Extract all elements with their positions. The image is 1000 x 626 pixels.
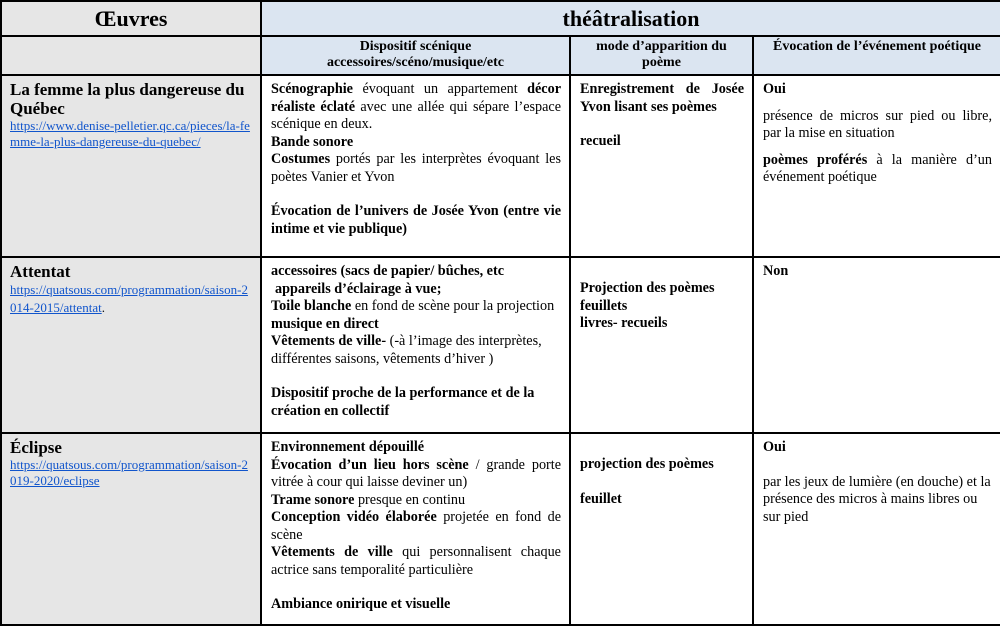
mode-line-2: feuillet	[580, 490, 622, 507]
device-bande-sonore: Bande sonore	[271, 133, 354, 150]
spacer	[271, 368, 561, 385]
spacer	[580, 116, 744, 133]
device-cell	[261, 75, 570, 257]
device-decor-label: décor réaliste éclaté	[271, 81, 561, 115]
device-scenographie-label: Scénographie	[271, 81, 353, 97]
device-cell	[261, 257, 570, 433]
event-answer: Oui	[763, 81, 786, 97]
device-video-text: projetée en fond de scène	[271, 509, 561, 543]
device-ambiance: Ambiance onirique et visuelle	[271, 596, 451, 612]
spacer	[271, 579, 561, 596]
device-dispositif: Dispositif proche de la performance et de la création en collectif	[271, 385, 535, 419]
mode-cell	[570, 75, 753, 257]
work-link[interactable]: https://quatsous.com/programmation/saison-2019-2020/eclipse	[10, 457, 248, 488]
mode-line-2: feuillets	[580, 297, 628, 314]
work-link[interactable]: https://www.denise-pelletier.qc.ca/pieces/la-femme-la-plus-dangereuse-du-quebec/	[10, 118, 250, 149]
work-title: Éclipse	[10, 438, 62, 457]
mode-line-3: livres- recueils	[580, 315, 668, 331]
event-text-1: présence de micros sur pied ou libre, par la mise en situation	[763, 107, 992, 141]
header-works-blank	[1, 36, 261, 75]
event-text-2-text: à la manière d’un événement poétique	[763, 151, 992, 185]
device-accessoires: accessoires (sacs de papier/ bûches, etc	[271, 263, 505, 279]
work-cell	[1, 433, 261, 625]
spacer	[580, 263, 744, 280]
work-title: La femme la plus dangereuse du Québec	[10, 80, 245, 118]
work-link-suffix: .	[101, 300, 105, 315]
event-answer: Oui	[763, 439, 786, 455]
spacer	[271, 186, 561, 203]
spacer	[580, 474, 744, 491]
mode-line-1: projection des poèmes	[580, 456, 714, 472]
spacer	[763, 457, 992, 474]
device-toile-label: Toile blanche	[271, 298, 352, 314]
device-vetements-label: Vêtements de ville-	[271, 333, 387, 349]
device-video-label: Conception vidéo élaborée	[271, 509, 437, 525]
device-vetements-text: qui personnalisent chaque actrice sans temporalité particulière	[271, 544, 561, 578]
event-cell	[753, 257, 1000, 433]
work-row-2	[1, 257, 1000, 433]
mode-line-1: Projection des poèmes	[580, 280, 715, 296]
device-costumes	[271, 151, 561, 186]
device-costumes-label: Costumes	[271, 151, 331, 167]
device-vetements-text: (-à l’image des interprètes, différentes saisons, vêtements d’hiver )	[271, 333, 542, 367]
event-answer: Non	[763, 263, 789, 279]
device-vetements	[271, 333, 561, 368]
work-cell	[1, 257, 261, 433]
header-mode: mode d’apparition du poème	[570, 36, 753, 75]
work-cell	[1, 75, 261, 257]
event-text-2-label: poèmes proférés	[763, 151, 868, 168]
device-scenographie-text: évoquant un appartement	[352, 81, 528, 97]
device-univers: Évocation de l’univers de Josée Yvon (entre vie intime et vie publique)	[271, 203, 561, 237]
device-environnement: Environnement dépouillé	[271, 439, 425, 455]
event-text-2	[763, 152, 992, 187]
device-vetements	[271, 544, 561, 579]
event-cell	[753, 75, 1000, 257]
event-cell	[753, 433, 1000, 625]
work-row-1	[1, 75, 1000, 257]
device-toile-text: en fond de scène pour la projection	[351, 298, 555, 314]
work-title: Attentat	[10, 262, 71, 281]
work-link-wrap	[10, 281, 254, 317]
device-vetements-label: Vêtements de ville	[271, 544, 393, 560]
header-row-1	[1, 1, 1000, 36]
header-works: Œuvres	[1, 1, 261, 36]
device-trame-text: presque en continu	[354, 491, 466, 508]
device-evocation-label: Évocation d’un lieu hors scène	[271, 456, 469, 473]
header-theatralisation: théâtralisation	[261, 1, 1000, 36]
device-cell	[261, 433, 570, 625]
work-link[interactable]: https://quatsous.com/programmation/saison-2014-2015/attentat	[10, 282, 248, 315]
mode-cell	[570, 257, 753, 433]
spacer	[763, 143, 992, 152]
device-appareils: appareils d’éclairage à vue;	[275, 280, 442, 297]
device-scenographie	[271, 81, 561, 134]
event-text-1: par les jeux de lumière (en douche) et la présence des micros à mains libres ou sur pied	[763, 473, 991, 525]
device-costumes-text: portés par les interprètes évoquant les poètes Vanier et Yvon	[271, 151, 561, 185]
device-evocation	[271, 457, 561, 492]
device-musique: musique en direct	[271, 315, 379, 332]
spacer	[580, 439, 744, 456]
spacer	[763, 99, 992, 108]
mode-line-1: Enregistrement de Josée Yvon lisant ses poèmes	[580, 81, 744, 115]
device-trame	[271, 492, 561, 510]
device-evocation-text: / grande porte vitrée à cour qui laisse deviner un)	[271, 456, 561, 490]
header-device: Dispositif scénique accessoires/scéno/musique/etc	[261, 36, 570, 75]
device-trame-label: Trame sonore	[271, 491, 355, 508]
device-toile	[271, 298, 561, 316]
header-row-2	[1, 36, 1000, 75]
work-row-3	[1, 433, 1000, 625]
mode-cell	[570, 433, 753, 625]
mode-line-2: recueil	[580, 133, 621, 149]
device-decor-text: avec une allée qui sépare l’espace scénique en deux.	[271, 98, 562, 132]
header-event: Évocation de l’événement poétique	[753, 36, 1000, 75]
device-video	[271, 509, 561, 544]
